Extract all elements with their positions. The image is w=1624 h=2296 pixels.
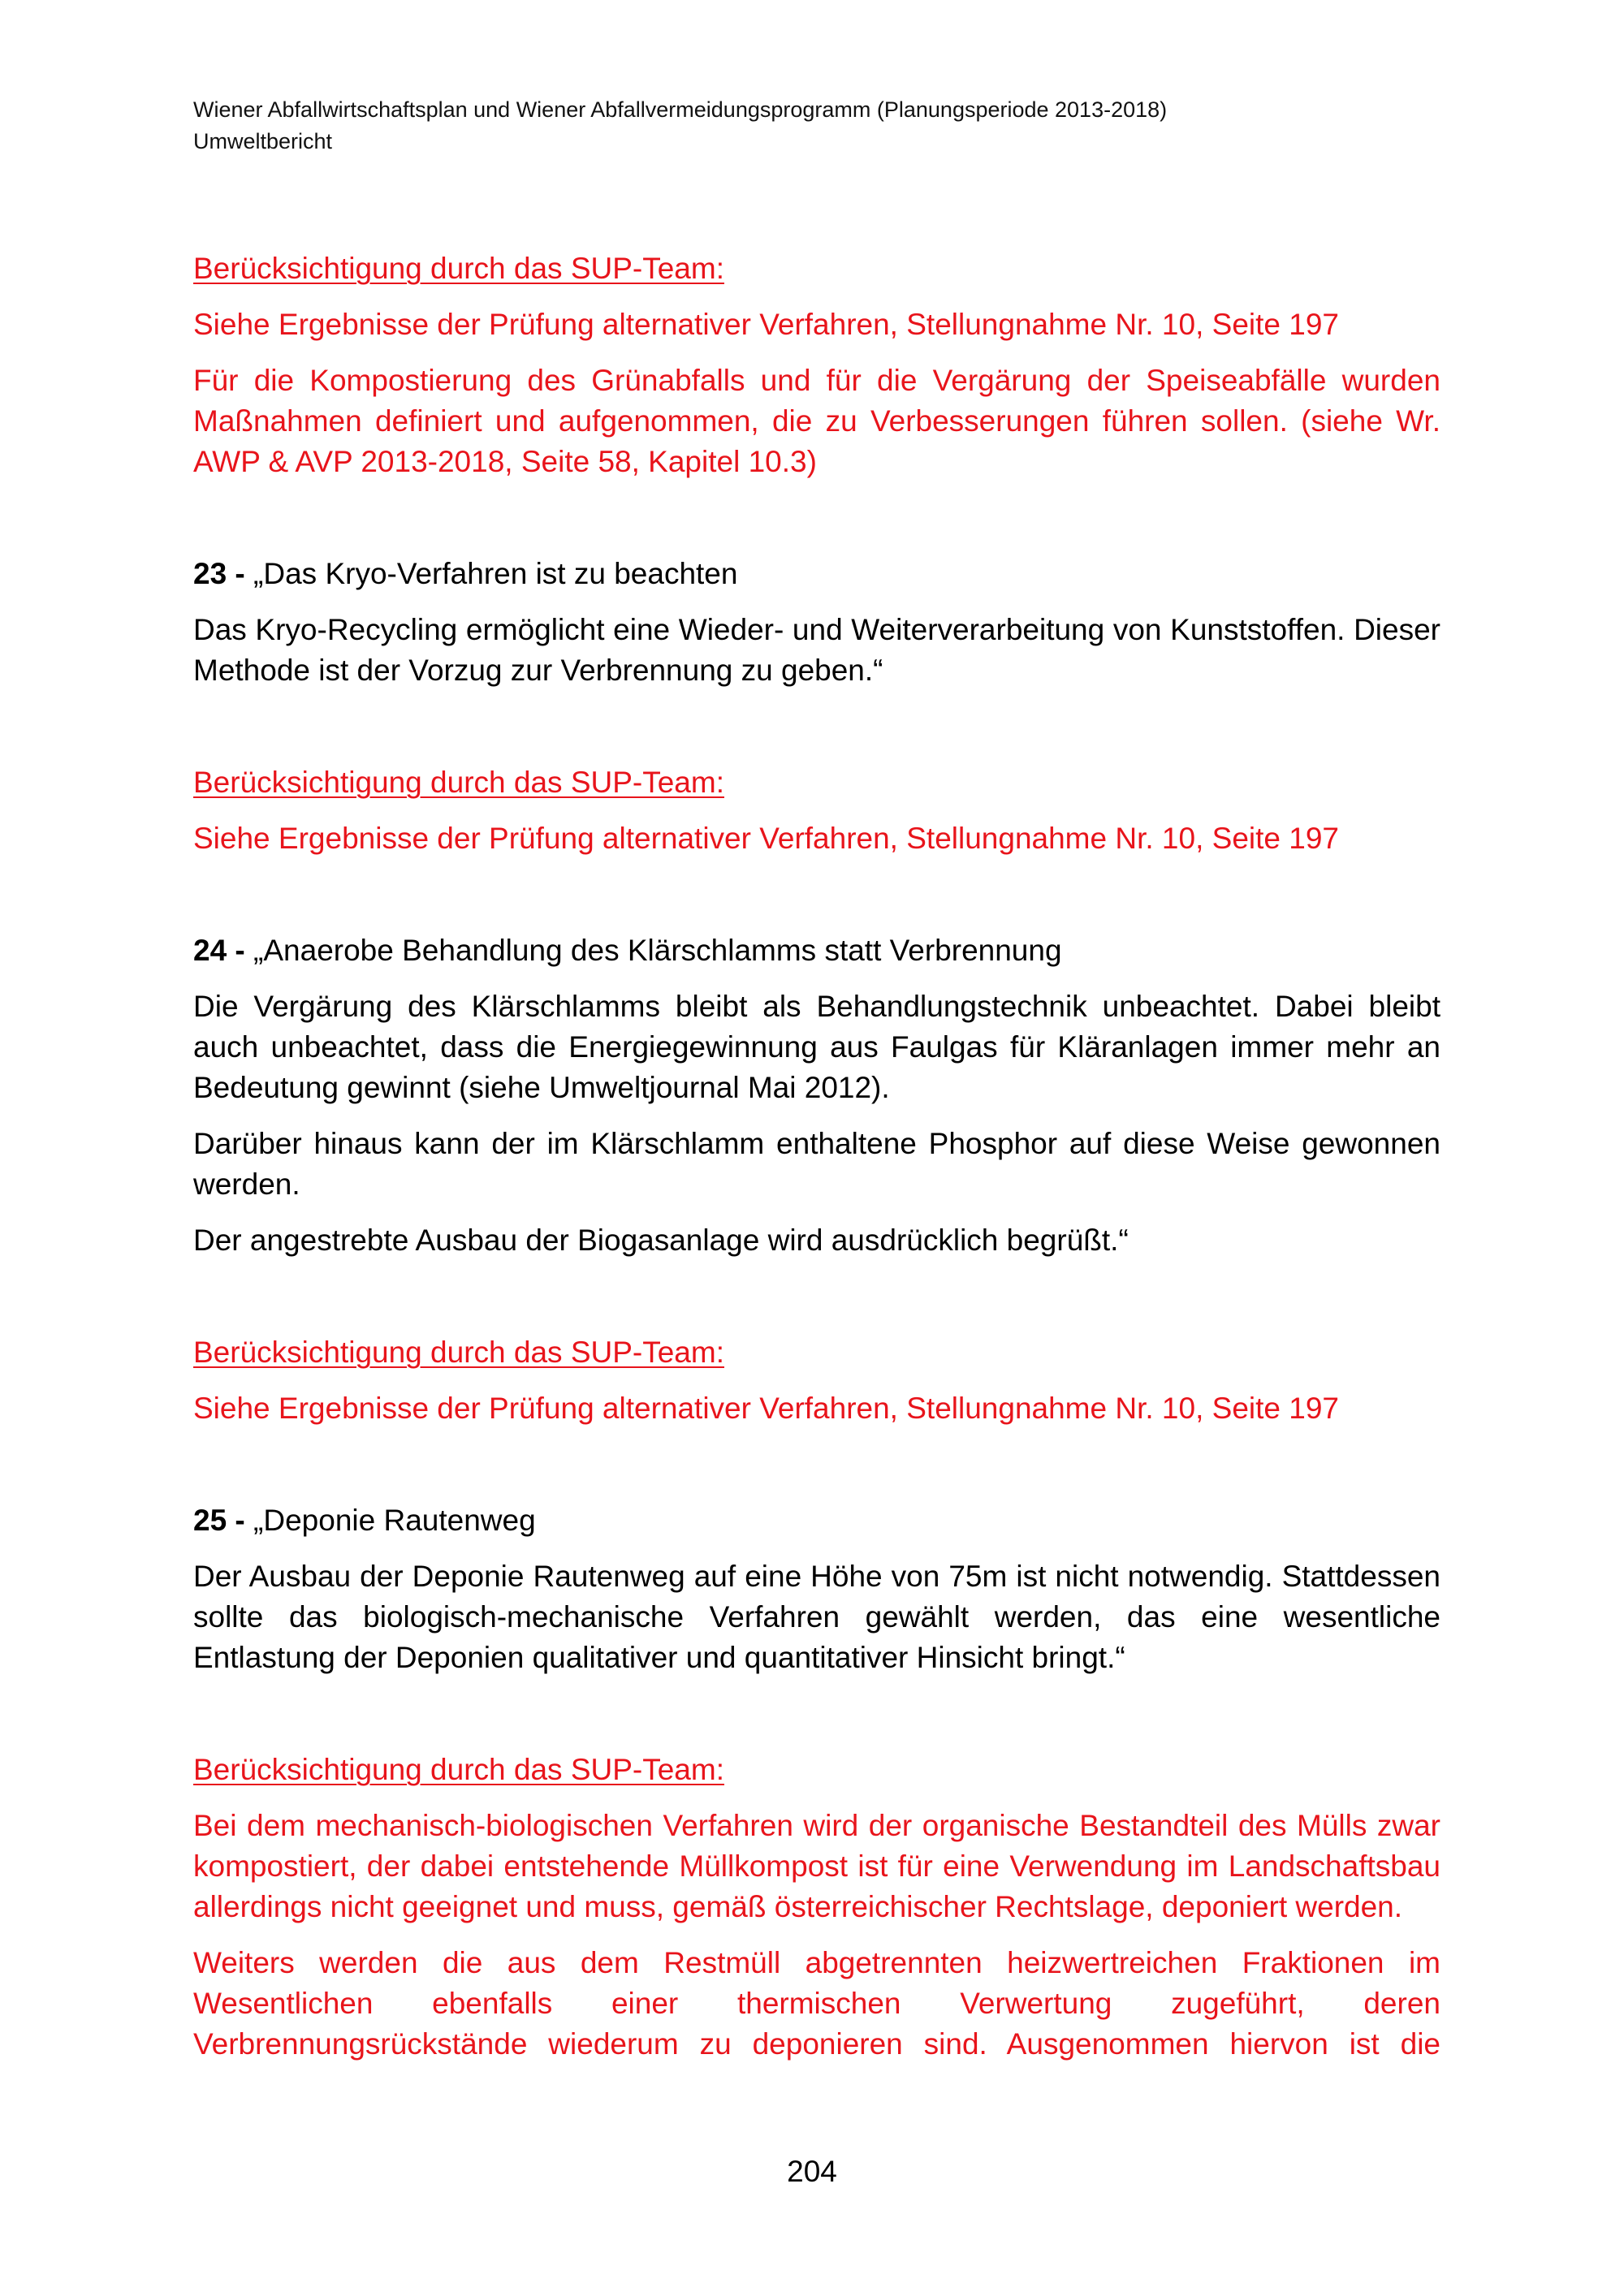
header-title: Wiener Abfallwirtschaftsplan und Wiener Abfallvermeidungsprogramm (Planungsperiode 2013-2018) — [193, 97, 1168, 122]
statement-number: 25 - — [193, 1504, 245, 1537]
sup-team-heading: Berücksichtigung durch das SUP-Team: — [193, 766, 724, 799]
page-number: 204 — [787, 2155, 837, 2188]
sup-team-heading: Berücksichtigung durch das SUP-Team: — [193, 1753, 724, 1786]
statement-text: Der Ausbau der Deponie Rautenweg auf eine Höhe von 75m ist nicht notwendig. Stattdessen sollte das biologisch-mechanische Verfahren gewählt werden, das eine wesentliche Entlastung der Deponien qualitativer und quantitativer Hinsicht bringt.“ — [193, 1560, 1440, 1674]
statement-title-24 — [193, 930, 1440, 971]
statement-title-text: „Anaerobe Behandlung des Klärschlamms statt Verbrennung — [244, 934, 1062, 967]
statement-title-text: „Das Kryo-Verfahren ist zu beachten — [244, 557, 738, 590]
page-body — [193, 248, 1440, 2065]
statement-title-text: „Deponie Rautenweg — [244, 1504, 536, 1537]
statement-text: Das Kryo-Recycling ermöglicht eine Wieder- und Weiterverarbeitung von Kunststoffen. Dieser Methode ist der Vorzug zur Verbrennung zu geben.“ — [193, 613, 1440, 687]
sup-team-response: Siehe Ergebnisse der Prüfung alternativer Verfahren, Stellungnahme Nr. 10, Seite 197 — [193, 822, 1339, 855]
sup-team-response: Siehe Ergebnisse der Prüfung alternativer Verfahren, Stellungnahme Nr. 10, Seite 197 — [193, 1392, 1339, 1425]
statement-text: Die Vergärung des Klärschlamms bleibt als Behandlungstechnik unbeachtet. Dabei bleibt auch unbeachtet, dass die Energiegewinnung aus Faulgas für Kläranlagen immer mehr an Bedeutung gewinnt (siehe Umweltjournal Mai 2012). — [193, 990, 1440, 1104]
statement-title-25 — [193, 1500, 1440, 1541]
header-subtitle: Umweltbericht — [193, 129, 333, 153]
statement-title-23 — [193, 554, 1440, 594]
statement-text: Der angestrebte Ausbau der Biogasanlage wird ausdrücklich begrüßt.“ — [193, 1224, 1129, 1257]
sup-team-response: Bei dem mechanisch-biologischen Verfahren wird der organische Bestandteil des Mülls zwar kompostiert, der dabei entstehende Müllkompost ist für eine Verwendung im Landschaftsbau allerdings nicht geeignet und muss, gemäß österreichischer Rechtslage, deponiert werden. — [193, 1809, 1440, 1923]
statement-number: 23 - — [193, 557, 245, 590]
sup-team-heading: Berücksichtigung durch das SUP-Team: — [193, 252, 724, 285]
statement-number: 24 - — [193, 934, 245, 967]
sup-team-response: Weiters werden die aus dem Restmüll abgetrennten heizwertreichen Fraktionen im Wesentlichen ebenfalls einer thermischen Verwertung zugeführt, deren Verbrennungsrückstände wiederum zu deponieren sind. Ausgenommen hiervon ist die — [193, 1946, 1440, 2061]
running-header — [193, 94, 1167, 158]
statement-text: Darüber hinaus kann der im Klärschlamm enthaltene Phosphor auf diese Weise gewonnen werden. — [193, 1127, 1440, 1201]
sup-team-response: Für die Kompostierung des Grünabfalls und für die Vergärung der Speiseabfälle wurden Maßnahmen definiert und aufgenommen, die zu Verbesserungen führen sollen. (siehe Wr. AWP & AVP 2013-2018, Seite 58, Kapitel 10.3) — [193, 364, 1440, 478]
sup-team-response: Siehe Ergebnisse der Prüfung alternativer Verfahren, Stellungnahme Nr. 10, Seite 197 — [193, 308, 1339, 341]
sup-team-heading: Berücksichtigung durch das SUP-Team: — [193, 1336, 724, 1369]
